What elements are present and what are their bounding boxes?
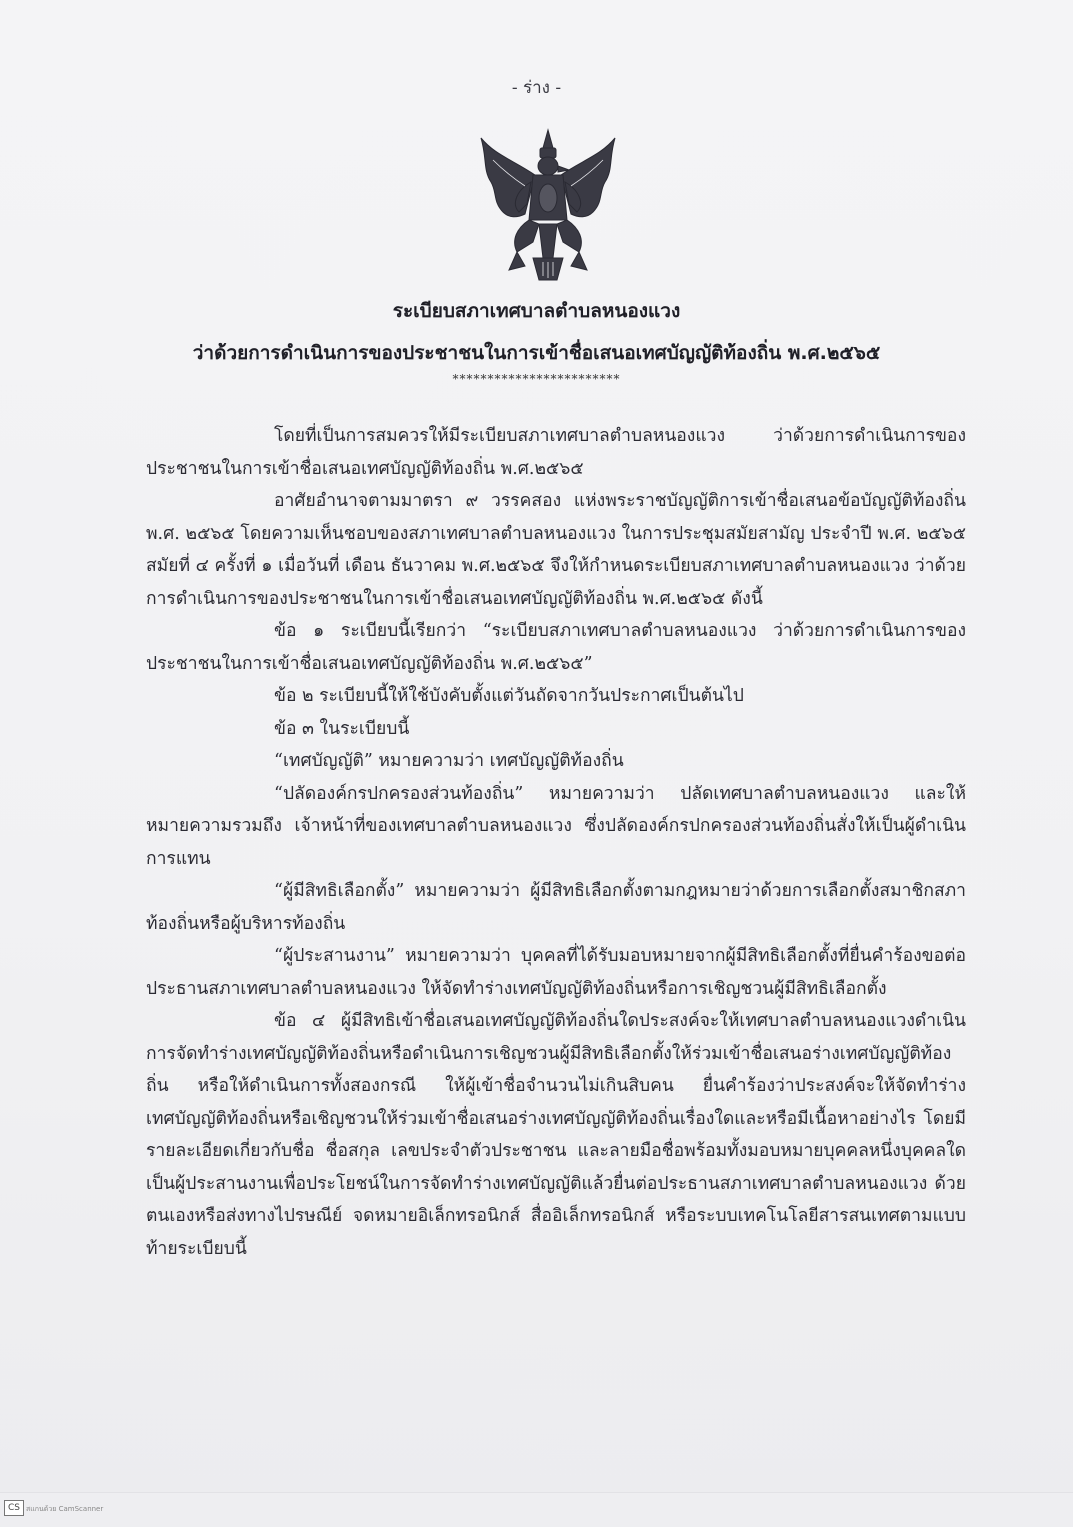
camscanner-text: สแกนด้วย CamScanner [26, 1505, 104, 1513]
clause-2: ข้อ ๒ ระเบียบนี้ให้ใช้บังคับตั้งแต่วันถัดจากวันประกาศเป็นต้นไป [274, 686, 744, 706]
document-body [146, 420, 966, 1265]
garuda-emblem-icon [473, 120, 623, 285]
title-separator: ************************ [452, 372, 621, 386]
draft-label: - ร่าง - [511, 78, 562, 98]
clause-3: ข้อ ๓ ในระเบียบนี้ [274, 718, 410, 739]
definition-ordinance: “เทศบัญญัติ” หมายความว่า เทศบัญญัติท้องถิ่น [274, 751, 624, 771]
definition-clerk: “ปลัดองค์กรปกครองส่วนท้องถิ่น” หมายความว่า ปลัดเทศบาลตำบลหนองแวง และให้หมายความรวมถึง เจ้าหน้าที่ของเทศบาลตำบลหนองแวง ซึ่งปลัดองค์กรปกครองส่วนท้องถิ่นสั่งให้เป็นผู้ดำเนินการแทน [146, 783, 966, 869]
camscanner-badge: CS [4, 1500, 24, 1516]
definition-voter: “ผู้มีสิทธิเลือกตั้ง” หมายความว่า ผู้มีสิทธิเลือกตั้งตามกฎหมายว่าด้วยการเลือกตั้งสมาชิกสภาท้องถิ่นหรือผู้บริหารท้องถิ่น [146, 881, 966, 934]
paragraph-authority: อาศัยอำนาจตามมาตรา ๙ วรรคสอง แห่งพระราชบัญญัติการเข้าชื่อเสนอข้อบัญญัติท้องถิ่น พ.ศ. ๒๕๖๕ โดยความเห็นชอบของสภาเทศบาลตำบลหนองแวง ในการประชุมสมัยสามัญ ประจำปี พ.ศ. ๒๕๖๕ สมัยที่ ๔ ครั้งที่ ๑ เมื่อวันที่ เดือน ธันวาคม พ.ศ.๒๕๖๕ จึงให้กำหนดระเบียบสภาเทศบาลตำบลหนองแวง ว่าด้วยการดำเนินการของประชาชนในการเข้าชื่อเสนอเทศบัญญัติท้องถิ่น พ.ศ.๒๕๖๕ ดังนี้ [146, 491, 966, 609]
clause-1: ข้อ ๑ ระเบียบนี้เรียกว่า “ระเบียบสภาเทศบาลตำบลหนองแวง ว่าด้วยการดำเนินการของประชาชนในการเข้าชื่อเสนอเทศบัญญัติท้องถิ่น พ.ศ.๒๕๖๕” [146, 621, 966, 674]
document-title: ระเบียบสภาเทศบาลตำบลหนองแวง [392, 300, 681, 322]
scan-footer-strip [0, 1492, 1073, 1527]
clause-4: ข้อ ๔ ผู้มีสิทธิเข้าชื่อเสนอเทศบัญญัติท้องถิ่นใดประสงค์จะให้เทศบาลตำบลหนองแวงดำเนินการจัดทำร่างเทศบัญญัติท้องถิ่นหรือดำเนินการเชิญชวนผู้มีสิทธิเลือกตั้งให้ร่วมเข้าชื่อเสนอร่างเทศบัญญัติท้องถิ่น หรือให้ดำเนินการทั้งสองกรณี ให้ผู้เข้าชื่อจำนวนไม่เกินสิบคน ยื่นคำร้องว่าประสงค์จะให้จัดทำร่างเทศบัญญัติท้องถิ่นหรือเชิญชวนให้ร่วมเข้าชื่อเสนอร่างเทศบัญญัติท้องถิ่นเรื่องใดและหรือมีเนื้อหาอย่างไร โดยมีรายละเอียดเกี่ยวกับชื่อ ชื่อสกุล เลขประจำตัวประชาชน และลายมือชื่อพร้อมทั้งมอบหมายบุคคลหนึ่งบุคคลใดเป็นผู้ประสานงานเพื่อประโยชน์ในการจัดทำร่างเทศบัญญัติแล้วยื่นต่อประธานสภาเทศบาลตำบลหนองแวง ด้วยตนเองหรือส่งทางไปรษณีย์ จดหมายอิเล็กทรอนิกส์ สื่ออิเล็กทรอนิกส์ หรือระบบเทคโนโลยีสารสนเทศตามแบบท้ายระเบียบนี้ [146, 1011, 966, 1259]
definition-coordinator: “ผู้ประสานงาน” หมายความว่า บุคคลที่ได้รับมอบหมายจากผู้มีสิทธิเลือกตั้งที่ยื่นคำร้องขอต่อประธานสภาเทศบาลตำบลหนองแวง ให้จัดทำร่างเทศบัญญัติท้องถิ่นหรือการเชิญชวนผู้มีสิทธิเลือกตั้ง [146, 946, 966, 999]
paragraph-preamble: โดยที่เป็นการสมควรให้มีระเบียบสภาเทศบาลตำบลหนองแวง ว่าด้วยการดำเนินการของประชาชนในการเข้าชื่อเสนอเทศบัญญัติท้องถิ่น พ.ศ.๒๕๖๕ [146, 426, 966, 479]
document-subtitle: ว่าด้วยการดำเนินการของประชาชนในการเข้าชื่อเสนอเทศบัญญัติท้องถิ่น พ.ศ.๒๕๖๕ [192, 342, 881, 364]
